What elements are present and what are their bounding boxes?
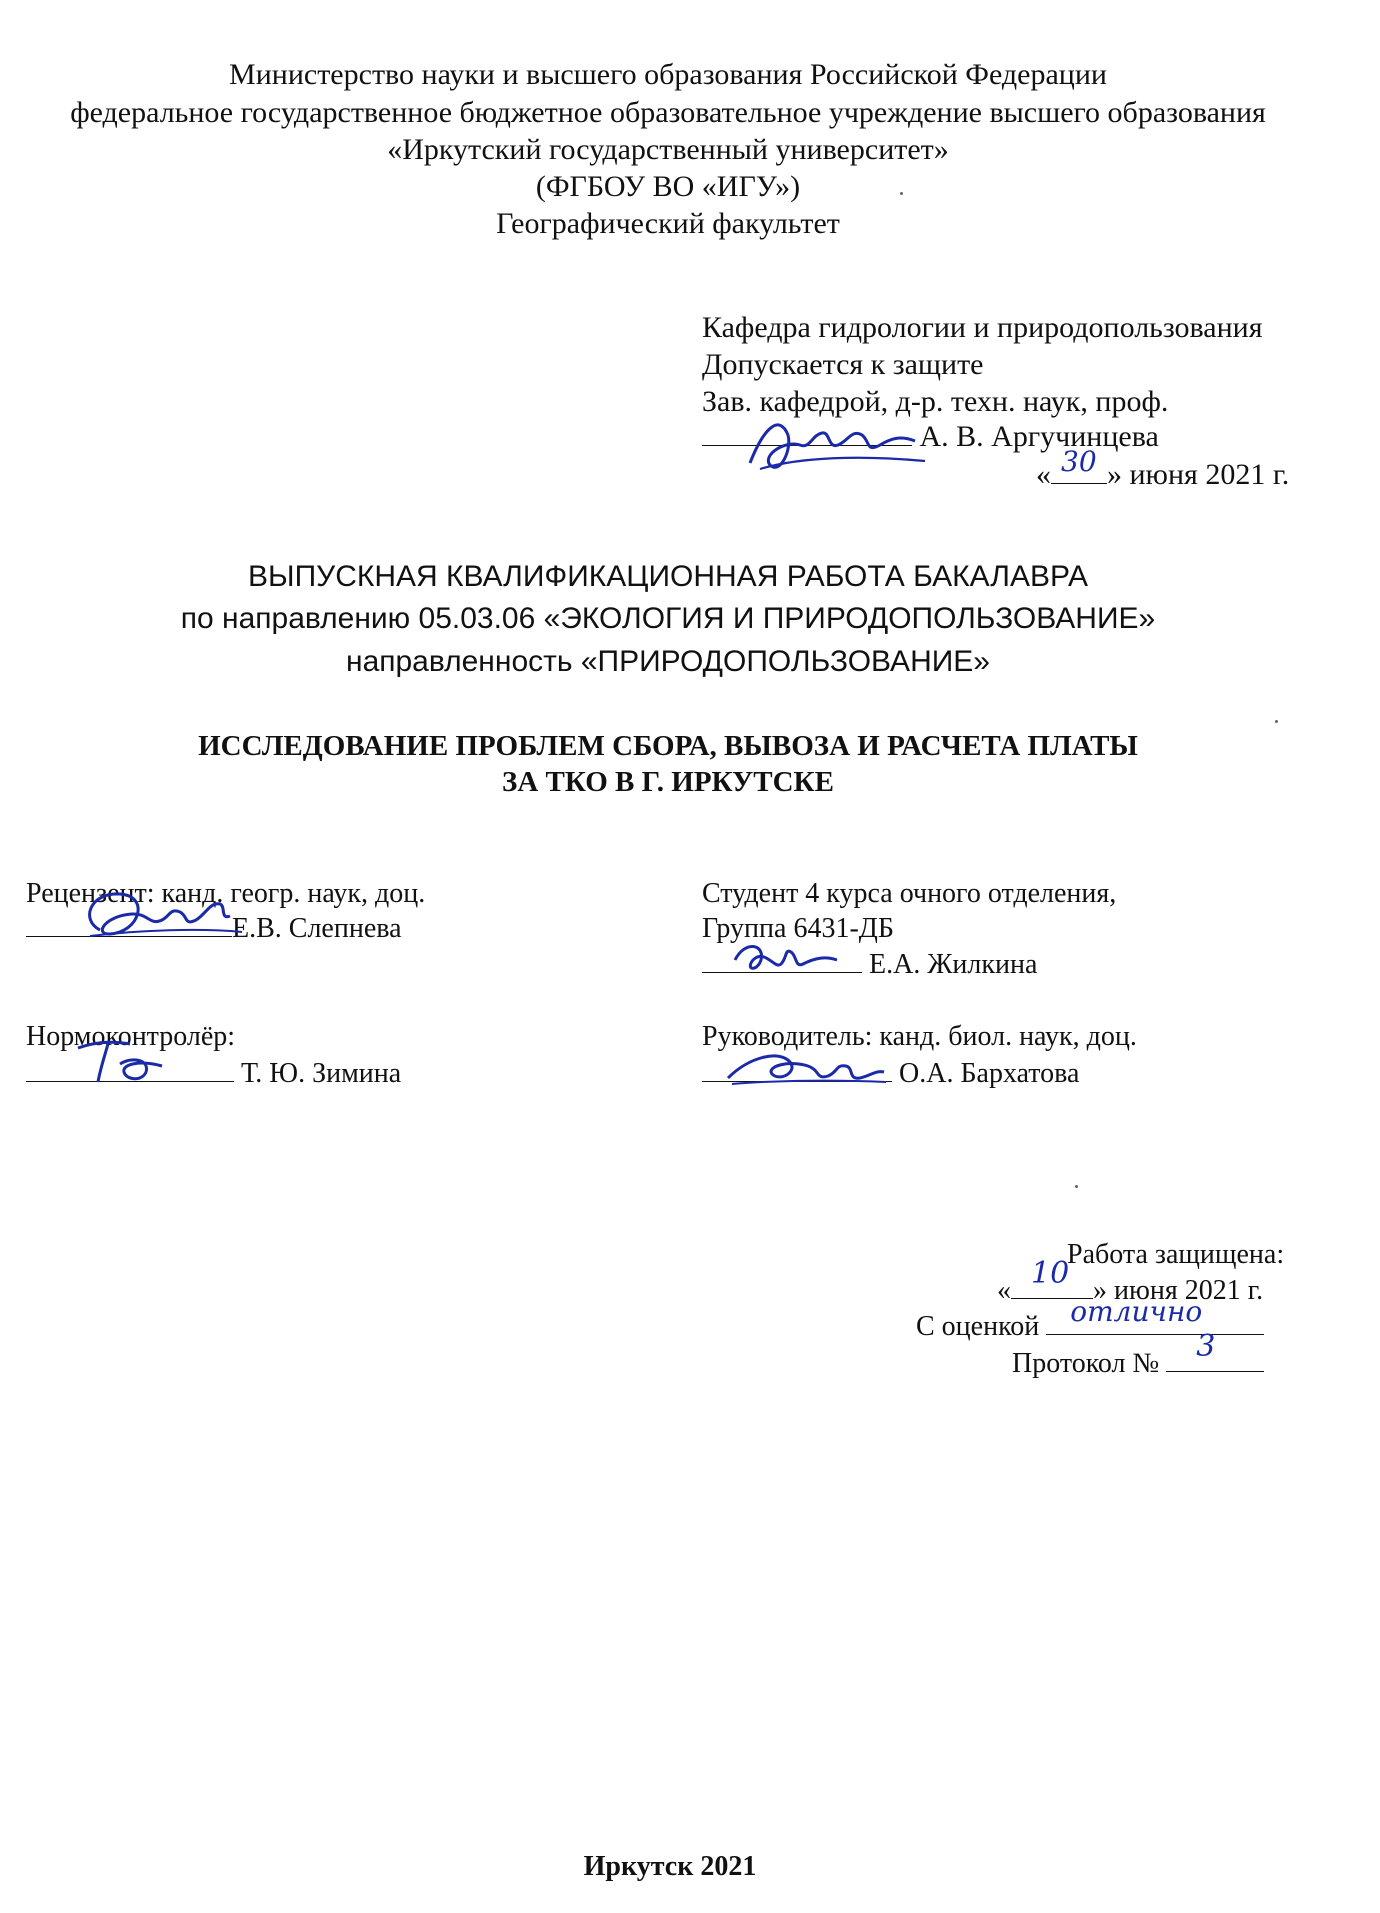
faculty-line: Географический факультет bbox=[496, 207, 840, 240]
student-signature-icon bbox=[725, 930, 845, 990]
protocol-label: Протокол № bbox=[1012, 1348, 1160, 1379]
grade-underline bbox=[1046, 1295, 1264, 1335]
date-rest: » июня 2021 г. bbox=[1107, 458, 1290, 491]
abbrev-line: (ФГБОУ ВО «ИГУ») bbox=[535, 170, 801, 203]
head-title-line: Зав. кафедрой, д-р. техн. наук, проф. bbox=[702, 385, 1169, 418]
student-group: Группа 6431-ДБ bbox=[702, 913, 894, 944]
reviewer-title: Рецензент: канд. геогр. наук, доц. bbox=[26, 878, 426, 909]
approval-date-day: 30 bbox=[1061, 445, 1097, 478]
supervisor-name: О.А. Бархатова bbox=[899, 1058, 1080, 1089]
ministry-line: Министерство науки и высшего образования Российской Федерации bbox=[229, 58, 1107, 91]
scan-speck bbox=[900, 192, 903, 195]
admit-line: Допускается к защите bbox=[702, 348, 984, 381]
date-day-underline bbox=[1051, 445, 1107, 484]
protocol-underline bbox=[1166, 1329, 1264, 1372]
head-signature-icon bbox=[740, 405, 930, 480]
department-line: Кафедра гидрологии и природопользования bbox=[702, 311, 1263, 344]
topic-line-2: ЗА ТКО В Г. ИРКУТСКЕ bbox=[502, 766, 834, 798]
reviewer-signature-icon bbox=[70, 880, 250, 950]
scan-speck bbox=[1275, 720, 1278, 723]
date-open-quote: « bbox=[1036, 458, 1051, 491]
defense-date-day: 10 bbox=[1031, 1256, 1070, 1291]
normcontrol-title: Нормоконтролёр: bbox=[26, 1021, 236, 1052]
head-name: А. В. Аргучинцева bbox=[919, 420, 1159, 453]
reviewer-name: Е.В. Слепнева bbox=[232, 913, 402, 944]
defended-line: Работа защищена: bbox=[1067, 1239, 1285, 1270]
date-open-quote: « bbox=[997, 1275, 1011, 1306]
grade-label: С оценкой bbox=[916, 1311, 1040, 1342]
focus-line: направленность «ПРИРОДОПОЛЬЗОВАНИЕ» bbox=[346, 645, 990, 678]
scan-speck bbox=[1075, 1185, 1078, 1188]
approval-date-line bbox=[1036, 445, 1290, 494]
normcontrol-name: Т. Ю. Зимина bbox=[241, 1058, 402, 1089]
supervisor-title: Руководитель: канд. биол. наук, доц. bbox=[702, 1021, 1137, 1052]
institution-type-line: федеральное государственное бюджетное образовательное учреждение высшего образования bbox=[70, 96, 1266, 129]
grade-value: отлично bbox=[1070, 1295, 1203, 1328]
normcontrol-signature-icon bbox=[70, 1030, 180, 1090]
date-rest: » июня 2021 г. bbox=[1093, 1275, 1264, 1306]
university-line: «Иркутский государственный университет» bbox=[387, 133, 949, 166]
protocol-line bbox=[1012, 1329, 1264, 1382]
topic-line-1: ИССЛЕДОВАНИЕ ПРОБЛЕМ СБОРА, ВЫВОЗА И РАСЧЕТА ПЛАТЫ bbox=[198, 730, 1138, 762]
supervisor-signature-icon bbox=[720, 1036, 890, 1096]
city-year: Иркутск 2021 bbox=[583, 1851, 757, 1882]
student-name: Е.А. Жилкина bbox=[869, 949, 1038, 980]
protocol-value: 3 bbox=[1196, 1329, 1216, 1364]
direction-line: по направлению 05.03.06 «ЭКОЛОГИЯ И ПРИРОДОПОЛЬЗОВАНИЕ» bbox=[180, 602, 1156, 635]
student-title: Студент 4 курса очного отделения, bbox=[702, 878, 1117, 909]
work-type-line: ВЫПУСКНАЯ КВАЛИФИКАЦИОННАЯ РАБОТА БАКАЛАВРА bbox=[248, 560, 1088, 593]
